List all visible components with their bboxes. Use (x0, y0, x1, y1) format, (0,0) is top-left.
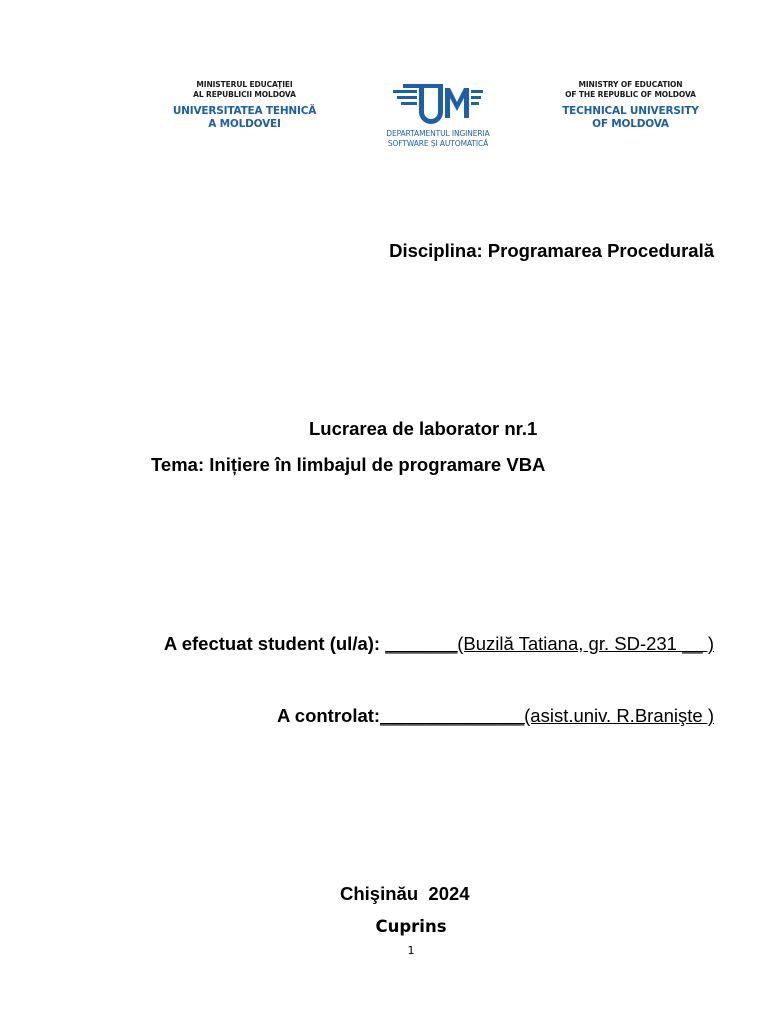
checker-blank: ______________ (380, 705, 525, 726)
checker-name: (asist.univ. R.Branişte ) (524, 705, 714, 726)
ministry-line-1-en: MINISTRY OF EDUCATION (578, 80, 683, 89)
lab-topic: Tema: Inițiere în limbajul de programare VBA (151, 454, 546, 475)
university-line-2-ro: A MOLDOVEI (208, 118, 281, 130)
ministry-line-2-en: OF THE REPUBLIC OF MOLDOVA (565, 89, 696, 99)
discipline-heading: Disciplina: Programarea Procedurală (389, 240, 714, 261)
ministry-line-1-ro: MINISTERUL EDUCAŢIEI (196, 80, 293, 89)
department-line-2: SOFTWARE ȘI AUTOMATICĂ (387, 139, 489, 148)
ministry-line-2-ro: AL REPUBLICII MOLDOVA (193, 89, 296, 99)
student-blank: _______ (385, 633, 458, 654)
university-name-ro (172, 80, 317, 131)
checker-label: A controlat: (276, 705, 381, 726)
contents-heading: Cuprins (375, 917, 447, 936)
city-year: Chişinău 2024 (340, 883, 470, 904)
department-line-1: DEPARTAMENTUL INGINERIA (386, 129, 490, 138)
student-line (164, 633, 714, 655)
lab-title: Lucrarea de laborator nr.1 (309, 418, 538, 439)
university-line-1-en: TECHNICAL UNIVERSITY (562, 105, 699, 117)
page-number: 1 (407, 944, 415, 957)
checker-line (277, 705, 714, 727)
utm-logo-icon (389, 80, 487, 128)
student-label: A efectuat student (ul/a): (163, 633, 386, 654)
university-name-en (558, 80, 703, 131)
department-logo (378, 80, 498, 156)
university-line-1-ro: UNIVERSITATEA TEHNICĂ (172, 105, 317, 117)
university-line-2-en: OF MOLDOVA (592, 118, 669, 130)
student-name: (Buzilă Tatiana, gr. SD-231 __ ) (457, 633, 714, 654)
